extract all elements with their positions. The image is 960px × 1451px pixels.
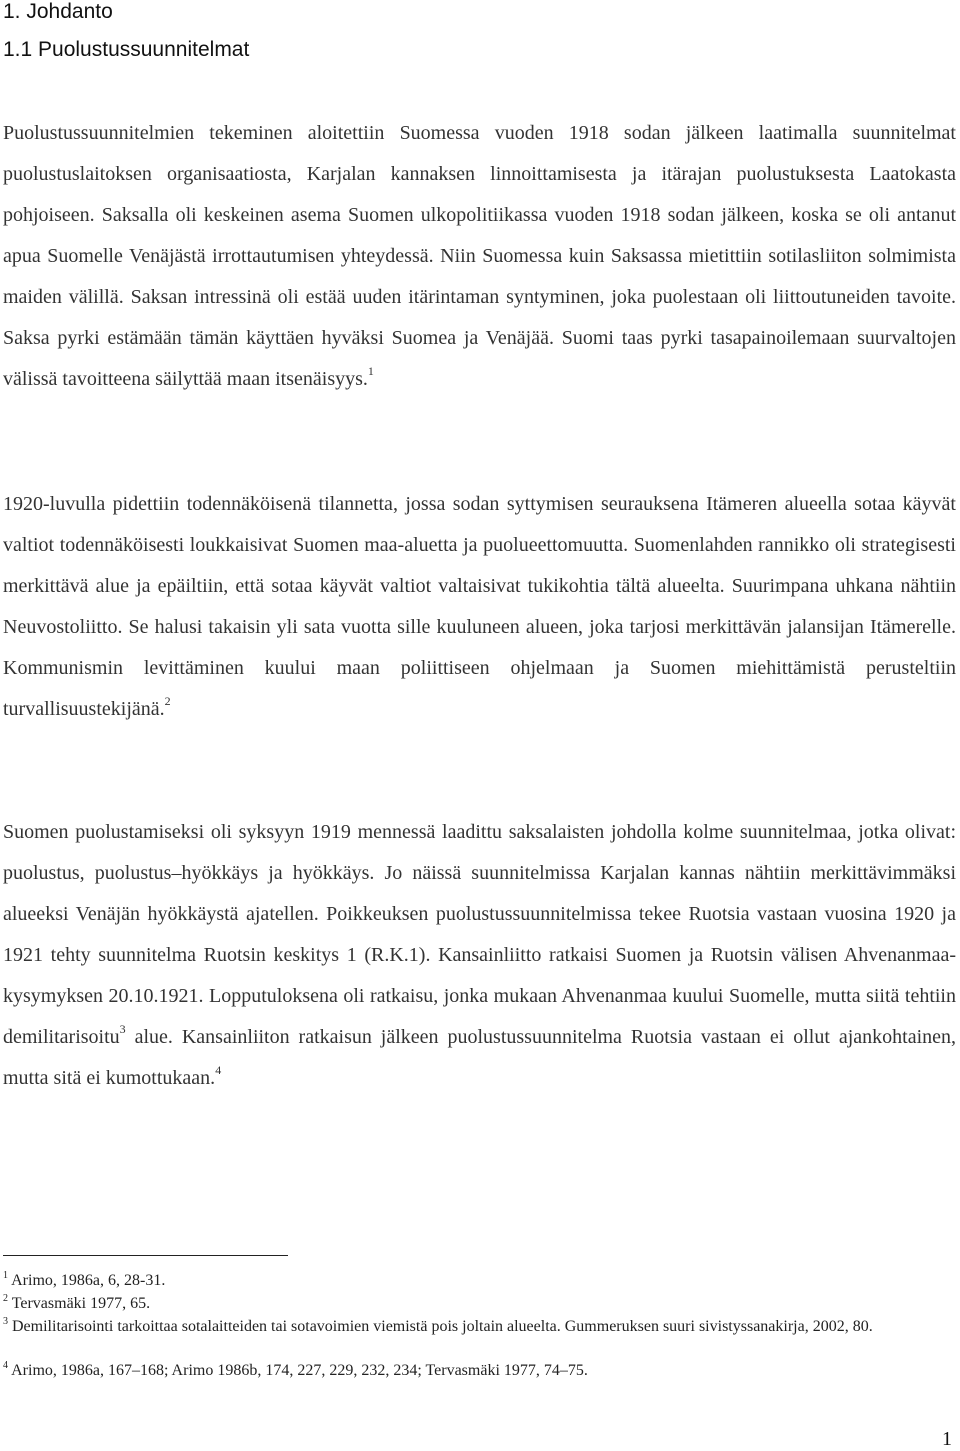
footnote-1-number: 1 bbox=[3, 1270, 8, 1281]
footnote-4-number: 4 bbox=[3, 1360, 8, 1371]
footnote-ref-2: 2 bbox=[164, 694, 171, 708]
footnote-ref-3: 3 bbox=[119, 1022, 126, 1036]
paragraph-2 bbox=[3, 484, 956, 730]
footnote-2-number: 2 bbox=[3, 1293, 8, 1304]
page-number: 1 bbox=[942, 1428, 952, 1450]
footnote-3 bbox=[3, 1317, 903, 1337]
footnote-3-number: 3 bbox=[3, 1316, 8, 1327]
footnote-4-text: Arimo, 1986a, 167–168; Arimo 1986b, 174, 227, 229, 232, 234; Tervasmäki 1977, 74–75. bbox=[8, 1362, 588, 1379]
chapter-heading: 1. Johdanto bbox=[3, 0, 113, 23]
footnote-2-text: Tervasmäki 1977, 65. bbox=[8, 1295, 151, 1312]
footnote-4 bbox=[3, 1361, 903, 1381]
paragraph-3 bbox=[3, 812, 956, 1099]
footnote-2 bbox=[3, 1294, 903, 1314]
paragraph-2-text: 1920-luvulla pidettiin todennäköisenä tilannetta, jossa sodan syttymisen seurauksena Itämeren alueella sotaa käyvät valtiot todennäköisesti loukkaisivat Suomen maa-aluetta ja puolueettomuutta. Suomenlahden rannikko oli strategisesti merkittävä alue ja epäiltiin, että sotaa käyvät valtiot valtaisivat tukikohtia tältä alueelta. Suurimpana uhkana nähtiin Neuvostoliitto. Se halusi takaisin yli sata vuotta sille kuuluneen alueen, joka tarjosi merkittävän jalansijan Itämerelle. Kommunismin levittäminen kuului maan poliittiseen ohjelmaan ja Suomen miehittämistä perusteltiin turvallisuustekijänä. bbox=[3, 493, 956, 720]
footnote-ref-1: 1 bbox=[367, 364, 374, 378]
paragraph-3-text-b: alue. Kansainliiton ratkaisun jälkeen puolustussuunnitelma Ruotsia vastaan ei ollut ajankohtainen, mutta sitä ei kumottukaan. bbox=[3, 1026, 956, 1089]
footnote-1 bbox=[3, 1271, 903, 1291]
paragraph-3-text-a: Suomen puolustamiseksi oli syksyyn 1919 mennessä laadittu saksalaisten johdolla kolme suunnitelmaa, jotka olivat: puolustus, puolustus–hyökkäys ja hyökkäys. Jo näissä suunnitelmissa Karjalan kannas nähtiin merkittävimmäksi alueeksi Venäjän hyökkäystä ajatellen. Poikkeuksen puolustussuunnitelmissa tekee Ruotsia vastaan vuosina 1920 ja 1921 tehty suunnitelma Ruotsin keskitys 1 (R.K.1). Kansainliitto ratkaisi Suomen ja Ruotsin välisen Ahvenanmaa-kysymyksen 20.10.1921. Lopputuloksena oli ratkaisu, jonka mukaan Ahvenanmaa kuului Suomelle, mutta siitä tehtiin demilitarisoitu bbox=[3, 821, 956, 1048]
footnote-separator bbox=[3, 1255, 288, 1256]
footnote-1-text: Arimo, 1986a, 6, 28-31. bbox=[8, 1272, 166, 1289]
paragraph-1 bbox=[3, 113, 956, 400]
footnote-3-text: Demilitarisointi tarkoittaa sotalaitteiden tai sotavoimien viemistä pois joltain alueelta. Gummeruksen suuri sivistyssanakirja, 2002, 80. bbox=[8, 1318, 873, 1335]
footnote-ref-4: 4 bbox=[215, 1063, 222, 1077]
section-heading: 1.1 Puolustussuunnitelmat bbox=[3, 38, 250, 61]
paragraph-1-text: Puolustussuunnitelmien tekeminen aloitettiin Suomessa vuoden 1918 sodan jälkeen laatimalla suunnitelmat puolustuslaitoksen organisaatiosta, Karjalan kannaksen linnoittamisesta ja itärajan puolustuksesta Laatokasta pohjoiseen. Saksalla oli keskeinen asema Suomen ulkopolitiikassa vuoden 1918 sodan jälkeen, koska se oli antanut apua Suomelle Venäjästä irrottautumisen yhteydessä. Niin Suomessa kuin Saksassa mietittiin sotilasliiton solmimista maiden välillä. Saksan intressinä oli estää uuden itärintaman syntyminen, joka puolestaan oli liittoutuneiden tavoite. Saksa pyrki estämään tämän käyttäen hyväksi Suomea ja Venäjää. Suomi taas pyrki tasapainoilemaan suurvaltojen välissä tavoitteena säilyttää maan itsenäisyys. bbox=[3, 122, 956, 390]
